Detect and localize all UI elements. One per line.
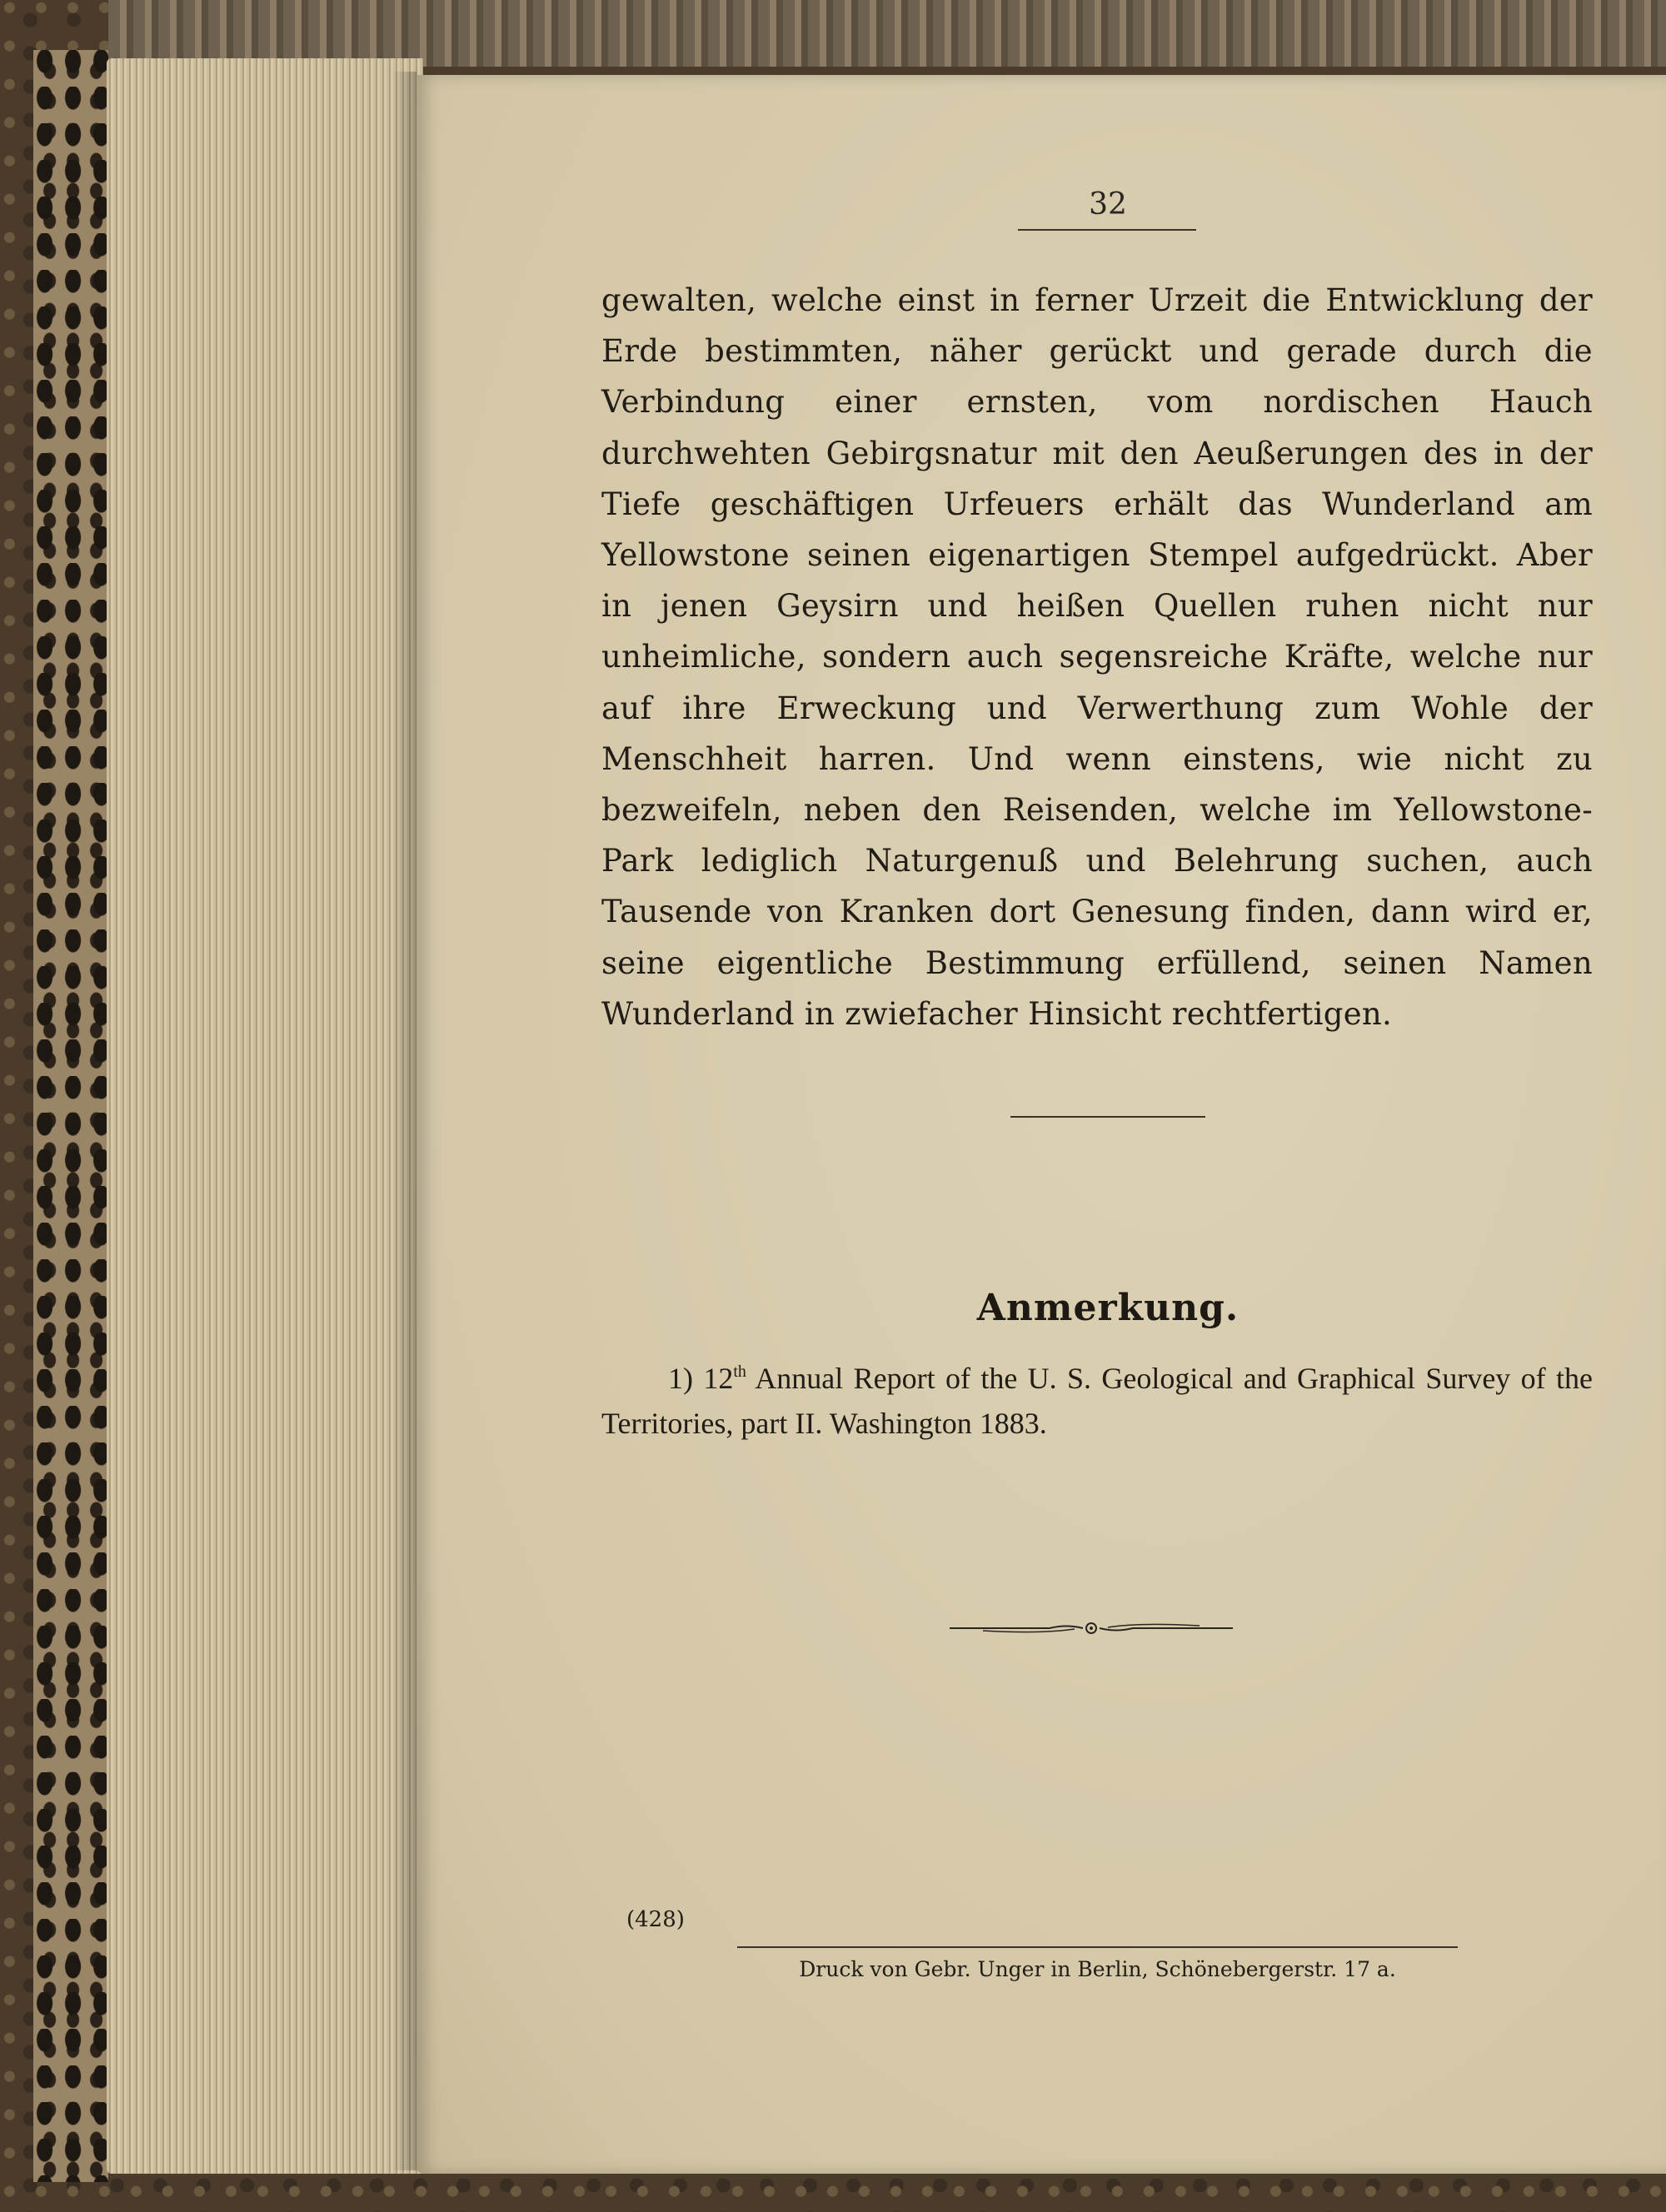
gutter-shadow	[392, 72, 416, 2170]
footnote	[601, 1349, 1593, 1446]
printer-line: Druck von Gebr. Unger in Berlin, Schönebergerstr. 17 a.	[799, 1957, 1396, 1981]
body-paragraph: gewalten, welche einst in ferner Urzeit die Entwicklung der Erde bestimmten, näher gerückt und gerade durch die Verbindung einer ernsten, vom nordischen Hauch durchwehten Gebirgsnatur mit den Aeußerungen des in der Tiefe geschäftigen Urfeuers erhält das Wunderland am Yellowstone seinen eigenartigen Stempel aufgedrückt. Aber in jenen Geysirn und heißen Quellen ruhen nicht nur unheimliche, sondern auch segensreiche Kräfte, welche nur auf ihre Erweckung und Verwerthung zum Wohle der Menschheit harren. Und wenn einstens, wie nicht zu bezweifeln, neben den Reisenden, welche im Yellowstone-Park lediglich Naturgenuß und Belehrung suchen, auch Tausende von Kranken dort Genesung finden, dann wird er, seine eigentliche Bestimmung erfüllend, seinen Namen Wunderland in zwiefacher Hinsicht rechtfertigen.	[601, 282, 1593, 1032]
printer-rule	[737, 1946, 1458, 1948]
book-top-edge	[108, 0, 1666, 67]
footnote-text: Annual Report of the U. S. Geological and Graphical Survey of the Territories, part II. Washington 1883.	[601, 1362, 1593, 1440]
signature-mark: (428)	[626, 1907, 685, 1932]
notes-heading: Anmerkung.	[976, 1287, 1240, 1329]
marbled-binding	[33, 50, 108, 2182]
page-stack	[107, 58, 423, 2174]
section-rule	[1010, 1116, 1205, 1118]
footnote-marker: 1) 12	[668, 1362, 734, 1395]
footnote-superscript: th	[733, 1363, 746, 1381]
header-rule	[1018, 229, 1196, 231]
page-number: 32	[1089, 187, 1127, 222]
end-ornament	[950, 1616, 1233, 1641]
